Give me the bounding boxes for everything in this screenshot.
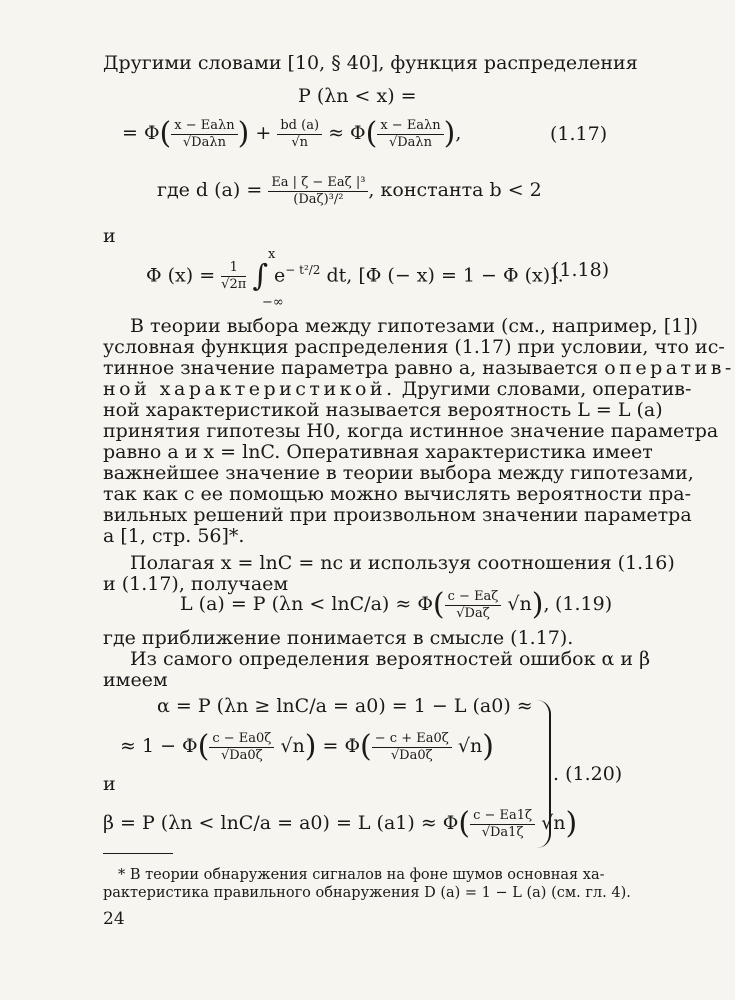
eq-1-20-line3: β = P (λn < lnC/a = a0) = L (a1) ≈ Φ( $\frac{c - Ea1\zeta}{√Da1\zeta}$ √n) xyxy=(103,806,578,841)
eq-1-20-number: . (1.20) xyxy=(553,763,623,785)
eq-1-19: L (a) = P (λn < lnC/a) ≈ Φ( c − Eaζ √Daζ √n), xyxy=(180,587,550,622)
footnote-rule xyxy=(103,853,173,854)
footnote-line2: рактеристика правильного обнаружения D (a) = 1 − L (a) (см. гл. 4). xyxy=(103,885,631,901)
eq-1-18: Φ (x) = $\frac{1}{√2\pi}$ ∫ $e^{- t^2/2}$ dt, [Φ (− x) = 1 − Φ (x)]. xyxy=(146,258,564,294)
d-fraction: Ea | ζ − Eaζ |³ (Daζ)³/² xyxy=(268,175,368,208)
eq-1-17-phi: = Φ xyxy=(122,122,160,144)
page-number: 24 xyxy=(103,909,125,929)
eq-1-17-line1: P (λn < x) = xyxy=(298,85,417,107)
eq-1-17-line2: = Φ( x − Eaλn √Daλn ) + $\frac{bd (a)}{√n}$ ≈ Φ( x − Eaλn √Daλn ), xyxy=(122,116,462,151)
eq-1-17-fraction-3: x − Eaλn √Daλn xyxy=(377,118,443,151)
conjunction-and: и xyxy=(103,225,116,247)
eq-1-17-fraction-1: x − Eaλn √Daλn xyxy=(171,118,237,151)
integral-sign: ∫ xyxy=(252,258,268,294)
eq-1-18-fraction: $\frac{1}{√2\pi}$ xyxy=(221,259,247,292)
eq-1-20-line1: α = P (λn ≥ lnC/a = a0) = 1 − L (a0) ≈ xyxy=(157,695,533,717)
eq-1-20-line2: ≈ 1 − Φ( $\frac{c - Ea0\zeta}{√Da0\zeta}$ √n) = Φ( $\frac{- c + Ea0\zeta}{√Da0\zeta}$ √n) xyxy=(120,729,494,764)
eq-1-19-number: (1.19) xyxy=(555,593,613,615)
integral-upper-limit: x xyxy=(268,247,276,262)
eq-1-19-fraction: c − Eaζ √Daζ xyxy=(445,589,502,622)
eq-1-17-number: (1.17) xyxy=(550,123,608,145)
eq-1-17-fraction-2: $\frac{bd (a)}{√n}$ xyxy=(277,118,322,151)
system-brace xyxy=(535,700,551,848)
footnote-line1: * В теории обнаружения сигналов на фоне шумов основная ха- xyxy=(118,867,605,883)
integral-lower-limit: −∞ xyxy=(262,295,284,310)
eq-1-18-number: (1.18) xyxy=(552,259,610,281)
definition-d-line: где d (a) = Ea | ζ − Eaζ |³ (Daζ)³/² , константа b < 2 xyxy=(157,174,542,207)
paragraph-intro-line: Другими словами [10, § 40], функция распределения xyxy=(103,52,638,74)
